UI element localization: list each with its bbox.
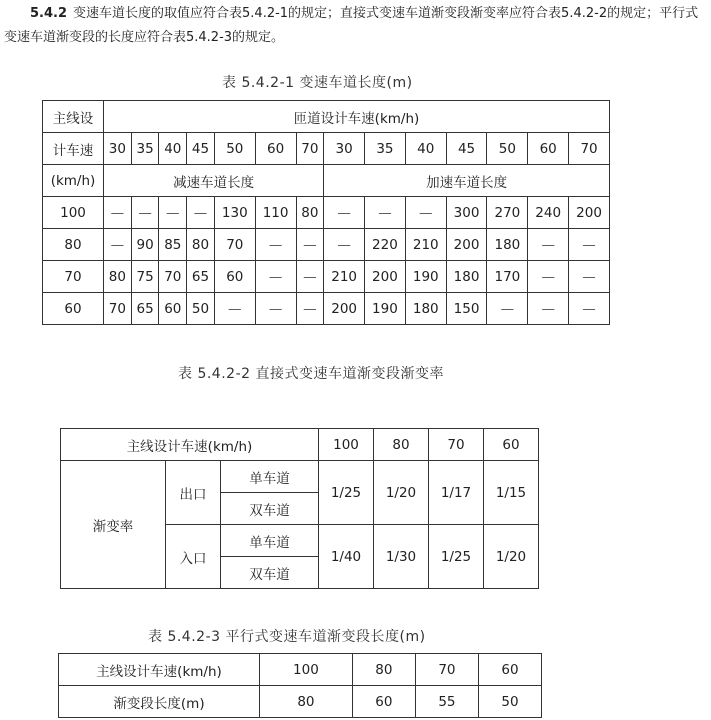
table1-ramp-speed: 60 <box>255 133 296 165</box>
table-row <box>43 293 610 325</box>
table3-speed: 70 <box>415 654 478 686</box>
table1-cell: — <box>296 293 324 325</box>
table1-ramp-speed: 50 <box>214 133 255 165</box>
table1-ramp-speed: 70 <box>569 133 610 165</box>
table1-main-speed: 60 <box>43 293 104 325</box>
table2-row-label: 渐变率 <box>61 461 166 589</box>
table1-cell: 180 <box>405 293 446 325</box>
table2-entry-label: 入口 <box>166 525 221 589</box>
table2-double-lane-label: 双车道 <box>221 557 319 589</box>
table1-header-main-speed-2: 计车速 <box>43 133 104 165</box>
table1-cell: 220 <box>365 229 406 261</box>
table1-cell: 80 <box>187 229 215 261</box>
table1-cell: 170 <box>487 261 528 293</box>
table1-cell: — <box>104 229 132 261</box>
table3-length: 55 <box>415 686 478 718</box>
table1-cell: 60 <box>214 261 255 293</box>
table1-cell: 80 <box>296 197 324 229</box>
table2-entry-value: 1/20 <box>484 525 539 589</box>
table1-cell: — <box>296 229 324 261</box>
table1-cell: 200 <box>365 261 406 293</box>
table3-header-label: 主线设计车速(km/h) <box>59 654 260 686</box>
table2-exit-value: 1/17 <box>429 461 484 525</box>
table1-header-main-speed-1: 主线设 <box>43 101 104 133</box>
table2-speed: 70 <box>429 429 484 461</box>
table1-cell: 180 <box>446 261 487 293</box>
table2-speed: 60 <box>484 429 539 461</box>
table1-main-speed: 100 <box>43 197 104 229</box>
table1-cell: — <box>255 261 296 293</box>
table2-exit-value: 1/15 <box>484 461 539 525</box>
table2-entry-value: 1/40 <box>319 525 374 589</box>
table1-ramp-speed: 35 <box>131 133 159 165</box>
table1-ramp-speed: 50 <box>487 133 528 165</box>
table1-accel-label: 加速车道长度 <box>324 165 610 197</box>
table1-cell: — <box>296 261 324 293</box>
table1-cell: — <box>569 261 610 293</box>
table2-single-lane-label: 单车道 <box>221 461 319 493</box>
table1-cell: 190 <box>405 261 446 293</box>
table1-cell: — <box>528 293 569 325</box>
table3-length: 80 <box>260 686 353 718</box>
table3-speed: 60 <box>478 654 541 686</box>
table2-entry-value: 1/30 <box>374 525 429 589</box>
table1-ramp-speed: 35 <box>365 133 406 165</box>
table1-ramp-speed: 30 <box>104 133 132 165</box>
table1-cell: 75 <box>131 261 159 293</box>
intro-paragraph <box>4 2 707 50</box>
table2-single-lane-label: 单车道 <box>221 525 319 557</box>
table1-cell: 70 <box>104 293 132 325</box>
table1-speed-change-lane-length <box>42 100 610 325</box>
table1-cell: 210 <box>405 229 446 261</box>
table3-length: 50 <box>478 686 541 718</box>
table1-cell: 200 <box>446 229 487 261</box>
table1-cell: — <box>159 197 187 229</box>
table1-cell: 130 <box>214 197 255 229</box>
table1-cell: 70 <box>159 261 187 293</box>
table1-cell: 65 <box>187 261 215 293</box>
table1-cell: — <box>255 229 296 261</box>
table1-cell: 200 <box>324 293 365 325</box>
table2-speed: 100 <box>319 429 374 461</box>
table1-header-ramp-speed: 匝道设计车速(km/h) <box>104 101 610 133</box>
table1-cell: 150 <box>446 293 487 325</box>
table1-cell: 90 <box>131 229 159 261</box>
table1-cell: 180 <box>487 229 528 261</box>
table1-cell: — <box>131 197 159 229</box>
table1-ramp-speed: 60 <box>528 133 569 165</box>
table1-cell: — <box>214 293 255 325</box>
table2-caption: 表 5.4.2-2 直接式变速车道渐变段渐变率 <box>178 366 444 382</box>
table2-double-lane-label: 双车道 <box>221 493 319 525</box>
table1-main-speed: 70 <box>43 261 104 293</box>
table1-cell: — <box>528 261 569 293</box>
table2-taper-rate <box>60 428 539 589</box>
table2-entry-value: 1/25 <box>429 525 484 589</box>
table3-speed: 80 <box>352 654 415 686</box>
table1-cell: — <box>405 197 446 229</box>
intro-text: 变速车道长度的取值应符合表5.4.2-1的规定；直接式变速车道渐变段渐变率应符合表5.4.2-2的规定；平行式变速车道渐变段的长度应符合表5.4.2-3的规定。 <box>4 6 699 45</box>
table1-cell: 60 <box>159 293 187 325</box>
table2-header-label: 主线设计车速(km/h) <box>61 429 319 461</box>
table3-length: 60 <box>352 686 415 718</box>
table1-cell: — <box>104 197 132 229</box>
table1-cell: 240 <box>528 197 569 229</box>
table1-cell: 200 <box>569 197 610 229</box>
table1-cell: — <box>255 293 296 325</box>
table-row <box>43 261 610 293</box>
table1-cell: 85 <box>159 229 187 261</box>
table1-cell: 80 <box>104 261 132 293</box>
table1-header-main-speed-3: (km/h) <box>43 165 104 197</box>
table3-taper-length <box>58 653 542 718</box>
table1-cell: 65 <box>131 293 159 325</box>
table1-ramp-speed: 40 <box>405 133 446 165</box>
table1-cell: — <box>324 197 365 229</box>
table3-row-label: 渐变段长度(m) <box>59 686 260 718</box>
table1-ramp-speed: 45 <box>187 133 215 165</box>
table3-caption: 表 5.4.2-3 平行式变速车道渐变段长度(m) <box>148 629 426 645</box>
table3-speed: 100 <box>260 654 353 686</box>
table2-speed: 80 <box>374 429 429 461</box>
table1-cell: 110 <box>255 197 296 229</box>
table1-cell: — <box>569 229 610 261</box>
table1-main-speed: 80 <box>43 229 104 261</box>
table1-decel-label: 减速车道长度 <box>104 165 324 197</box>
table1-cell: — <box>324 229 365 261</box>
table1-cell: — <box>365 197 406 229</box>
table1-ramp-speed: 70 <box>296 133 324 165</box>
table2-exit-value: 1/20 <box>374 461 429 525</box>
table1-cell: 190 <box>365 293 406 325</box>
table1-cell: 300 <box>446 197 487 229</box>
table1-cell: 50 <box>187 293 215 325</box>
table1-caption: 表 5.4.2-1 变速车道长度(m) <box>222 75 413 91</box>
table1-cell: — <box>528 229 569 261</box>
table1-cell: 210 <box>324 261 365 293</box>
table1-ramp-speed: 40 <box>159 133 187 165</box>
table2-exit-value: 1/25 <box>319 461 374 525</box>
table1-cell: — <box>187 197 215 229</box>
table1-ramp-speed: 45 <box>446 133 487 165</box>
table-row <box>43 197 610 229</box>
table-row <box>43 229 610 261</box>
section-number: 5.4.2 <box>30 6 68 21</box>
table1-cell: — <box>569 293 610 325</box>
table1-cell: — <box>487 293 528 325</box>
table2-exit-label: 出口 <box>166 461 221 525</box>
table1-cell: 270 <box>487 197 528 229</box>
table1-cell: 70 <box>214 229 255 261</box>
table1-ramp-speed: 30 <box>324 133 365 165</box>
